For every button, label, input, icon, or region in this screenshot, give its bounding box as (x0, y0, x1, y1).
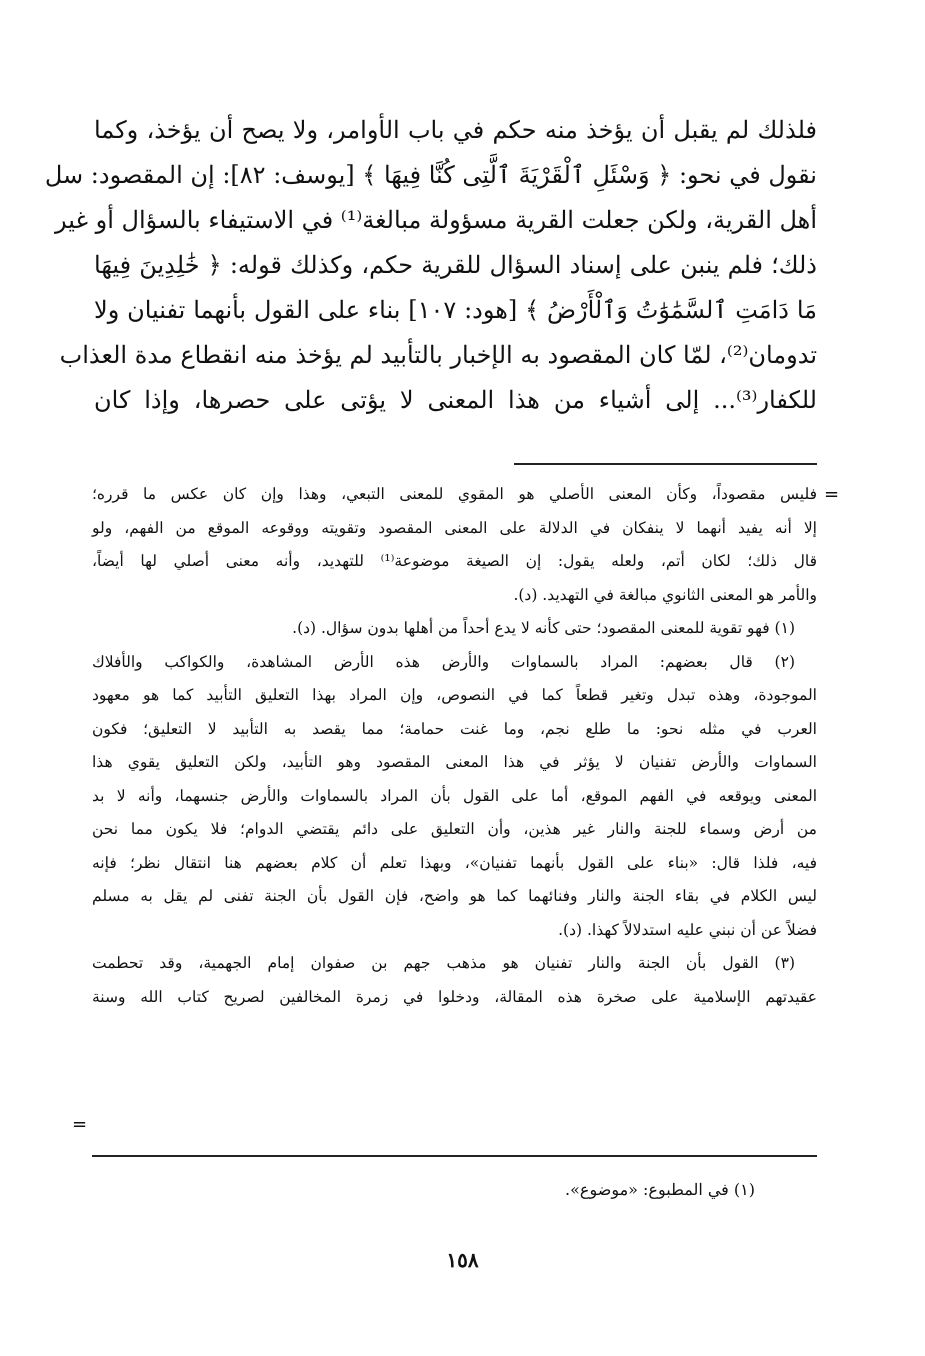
footnote-continued-line: فليس مقصوداً، وكأن المعنى الأصلي هو المقوي للمعنى التبعي، وهذا وإن كان عكس ما قرره؛ (92, 485, 817, 503)
footnote-2-line: من أرض وسماء للجنة والنار غير هذين، وأن التعليق على دائم يقتضي الدوام؛ فلا يكون مما نحن (92, 820, 817, 838)
continuation-mark-top: = (824, 484, 840, 505)
main-line: أهل القرية، ولكن جعلت القرية مسؤولة مبالغة⁽¹⁾ في الاستيفاء بالسؤال أو غير (54, 206, 817, 234)
main-line: للكفار⁽³⁾... إلى أشياء من هذا المعنى لا يؤتى على حصرها، وإذا كان (94, 386, 817, 414)
main-line: فلذلك لم يقبل أن يؤخذ منه حكم في باب الأوامر، ولا يصح أن يؤخذ، وكما (94, 116, 817, 144)
footnote-2-line: فيه، فلذا قال: «بناء على القول بأنهما تفنيان»، وبهذا تعلم أن كلام بعضهم هنا انتقال نظر؛ فإنه (92, 853, 817, 872)
main-line: ذلك؛ فلم ينبن على إسناد السؤال للقرية حكم، وكذلك قوله: ﴿ خَٰلِدِينَ فِيهَا (94, 251, 817, 279)
footnote-2-line: المعنى ويوقعه في الفهم الموقع، أما على القول بأن المراد بالسماوات والأرض جنسهما، وأنه لا بد (92, 786, 817, 805)
footnote-3-line: عقيدتهم الإسلامية على صخرة هذه المقالة، ودخلوا في زمرة المخالفين لصريح كتاب الله وسنة (92, 987, 817, 1006)
footnote-3-line: (٣) القول بأن الجنة والنار تفنيان هو مذهب جهم بن صفوان إمام الجهمية، وقد تحطمت (92, 954, 795, 972)
footnote-2-line: فضلاً عن أن نبني عليه استدلالاً كهذا. (د). (558, 920, 817, 939)
footnote-continued-line: قال ذلك؛ لكان أتم، ولعله يقول: إن الصيغة موضوعة⁽¹⁾ للتهديد، وأنه معنى أصلي لها أيضاً، (92, 552, 817, 570)
footnote-2-line: العرب في مثله نحو: ما طلع نجم، وما غنت حمامة؛ مما يقصد به التأبيد لا التعليق؛ فكون (92, 719, 817, 738)
footnote-1: (١) فهو تقوية للمعنى المقصود؛ حتى كأنه لا يدع أحداً من أهلها بدون سؤال. (د). (292, 619, 795, 637)
footnote-separator (514, 463, 817, 465)
editor-note-separator (92, 1155, 817, 1157)
main-line: نقول في نحو: ﴿ وَسْئَلِ ٱلْقَرْيَةَ ٱلَّتِى كُنَّا فِيهَا ﴾ [يوسف: ٨٢]: إن المقصود: سل (44, 161, 817, 189)
main-line: مَا دَامَتِ ٱلسَّمَٰوَٰتُ وَٱلْأَرْضُ ﴾ [هود: ١٠٧] بناء على القول بأنهما تفنيان ولا (94, 296, 817, 324)
page-number: ١٥٨ (446, 1248, 479, 1272)
continuation-mark-bottom: = (72, 1114, 88, 1135)
editor-note: (١) في المطبوع: «موضوع». (565, 1180, 755, 1199)
main-line: تدومان⁽²⁾، لمّا كان المقصود به الإخبار بالتأبيد لم يؤخذ منه انقطاع مدة العذاب (59, 341, 817, 369)
footnote-2-line: ليس الكلام في بقاء الجنة والنار وفنائهما كما هو واضح، فإن القول بأن الجنة تفنى لم يقل به مسلم (92, 887, 817, 905)
footnote-2-line: الموجودة، وهذه تبدل وتغير قطعاً كما في النصوص، وإن المراد بهذا التعليق التأبيد كما هو معهود (92, 686, 817, 704)
footnote-2-line: (٢) قال بعضهم: المراد بالسماوات والأرض هذه الأرض المشاهدة، والكواكب والأفلاك (92, 652, 795, 671)
footnote-2-line: السماوات والأرض تفنيان لا يؤثر في هذا المعنى المقصود وهو التأبيد، ولكن التعليق يقوي هذا (92, 753, 817, 771)
footnote-continued-line: إلا أنه يفيد أنهما لا ينفكان في الدلالة على المعنى المقصود وتقويته ووقوعه الموقع من الفهم، ولو (92, 518, 817, 537)
footnote-continued-line: والأمر هو المعنى الثانوي مبالغة في التهديد. (د). (513, 585, 817, 604)
main-text (44, 108, 817, 423)
footnotes (92, 478, 817, 1014)
